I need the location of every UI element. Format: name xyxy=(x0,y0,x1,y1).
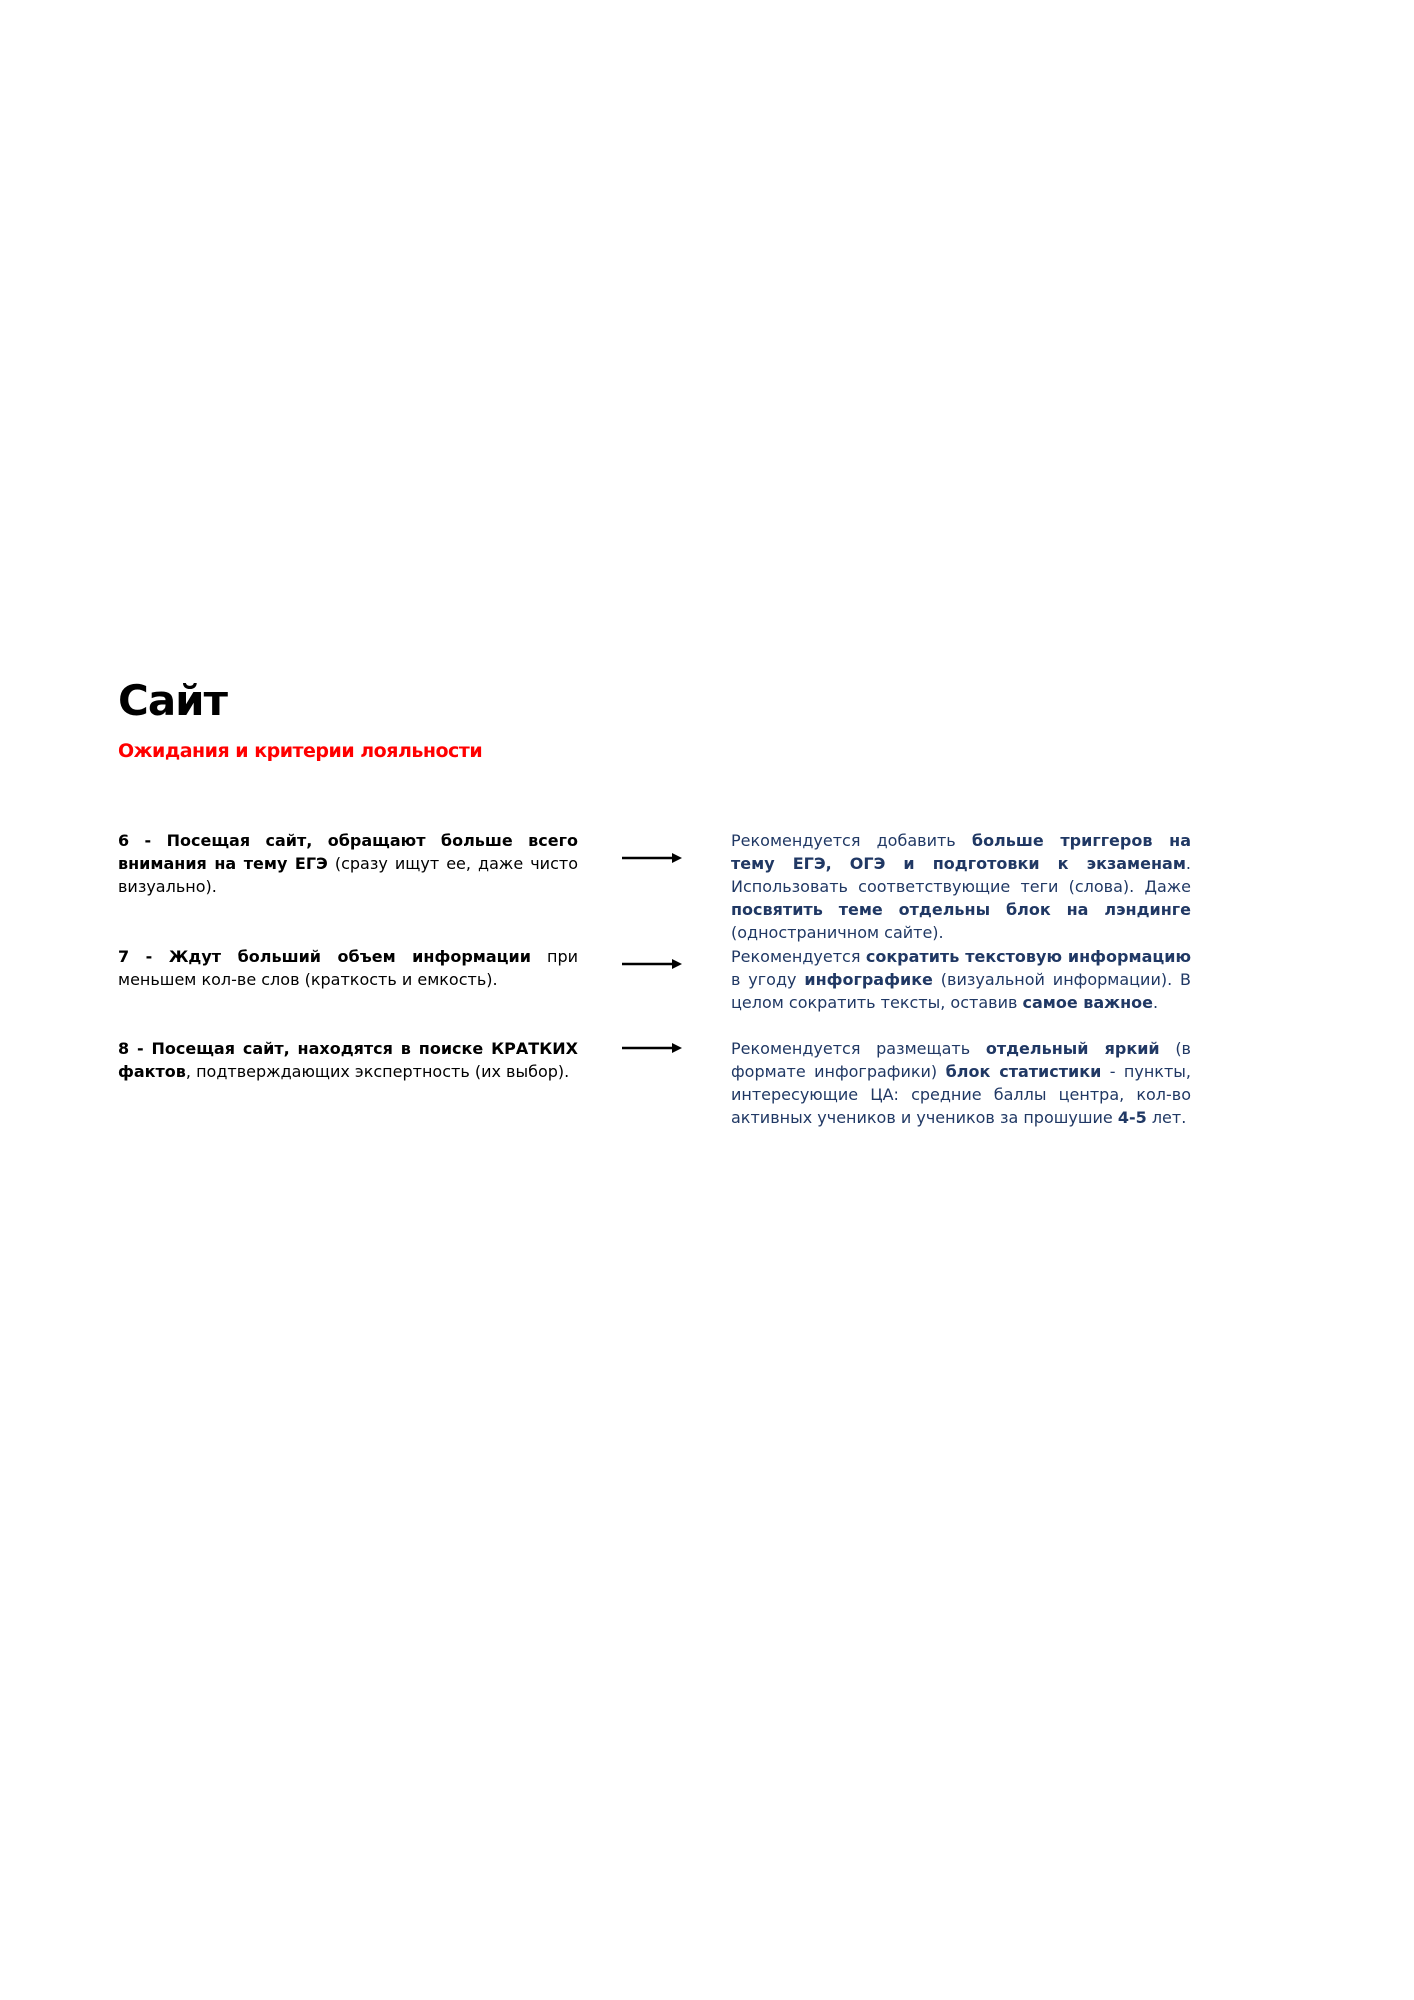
rec-plain-text: Рекомендуется добавить xyxy=(731,831,972,850)
rec-plain-text: (одностраничном сайте). xyxy=(731,923,944,942)
rec-plain-text: Рекомендуется xyxy=(731,947,866,966)
insight-plain-text: , подтверждающих экспертность (их выбор). xyxy=(185,1062,570,1081)
arrow-right-icon xyxy=(622,1041,682,1055)
rec-bold-text: сократить текстовую информацию xyxy=(865,947,1191,966)
rec-bold-text: посвятить теме отдельны блок на лэндинге xyxy=(731,900,1191,919)
rec-bold-text: отдельный яркий xyxy=(985,1039,1160,1058)
recommendation-text xyxy=(731,945,1191,1014)
rec-plain-text: (в формате инфографики) xyxy=(731,1039,1191,1081)
rec-plain-text: Рекомендуется размещать xyxy=(731,1039,986,1058)
arrow-right-icon xyxy=(622,957,682,971)
page-title: Сайт xyxy=(118,676,227,725)
insight-bold-text: 6 - Посещая сайт, обращают больше всего внимания на тему ЕГЭ xyxy=(118,831,578,873)
recommendation-text xyxy=(731,1037,1191,1129)
rec-bold-text: самое важное xyxy=(1022,993,1153,1012)
insight-bold-text: 8 - Посещая сайт, находятся в поиске КРАТКИХ фактов xyxy=(118,1039,578,1081)
rec-plain-text: . xyxy=(1153,993,1159,1012)
insight-text xyxy=(118,829,578,898)
rec-bold-text: больше триггеров на тему ЕГЭ, ОГЭ и подготовки к экзаменам xyxy=(731,831,1191,873)
rec-plain-text: лет. xyxy=(1146,1108,1187,1127)
rec-bold-text: инфографике xyxy=(804,970,933,989)
rec-plain-text: в угоду xyxy=(731,970,805,989)
rec-bold-text: 4-5 xyxy=(1117,1108,1147,1127)
page-subtitle: Ожидания и критерии лояльности xyxy=(118,740,483,762)
arrow-right-icon xyxy=(622,851,682,865)
rec-plain-text: - пункты, интересующие ЦА: средние баллы центра, кол-во активных учеников и учеников за прошушие xyxy=(731,1062,1191,1127)
recommendation-text xyxy=(731,829,1191,944)
rec-plain-text: (визуальной информации). В целом сократить тексты, оставив xyxy=(731,970,1192,1012)
insight-text xyxy=(118,1037,578,1083)
insight-plain-text: при меньшем кол-ве слов (краткость и емкость). xyxy=(118,947,579,989)
insight-bold-text: 7 - Ждут больший объем информации xyxy=(118,947,531,966)
insight-plain-text: (сразу ищут ее, даже чисто визуально). xyxy=(118,854,578,896)
insight-text xyxy=(118,945,578,991)
rec-plain-text: . Использовать соответствующие теги (слова). Даже xyxy=(731,854,1191,896)
rec-bold-text: блок статистики xyxy=(945,1062,1102,1081)
